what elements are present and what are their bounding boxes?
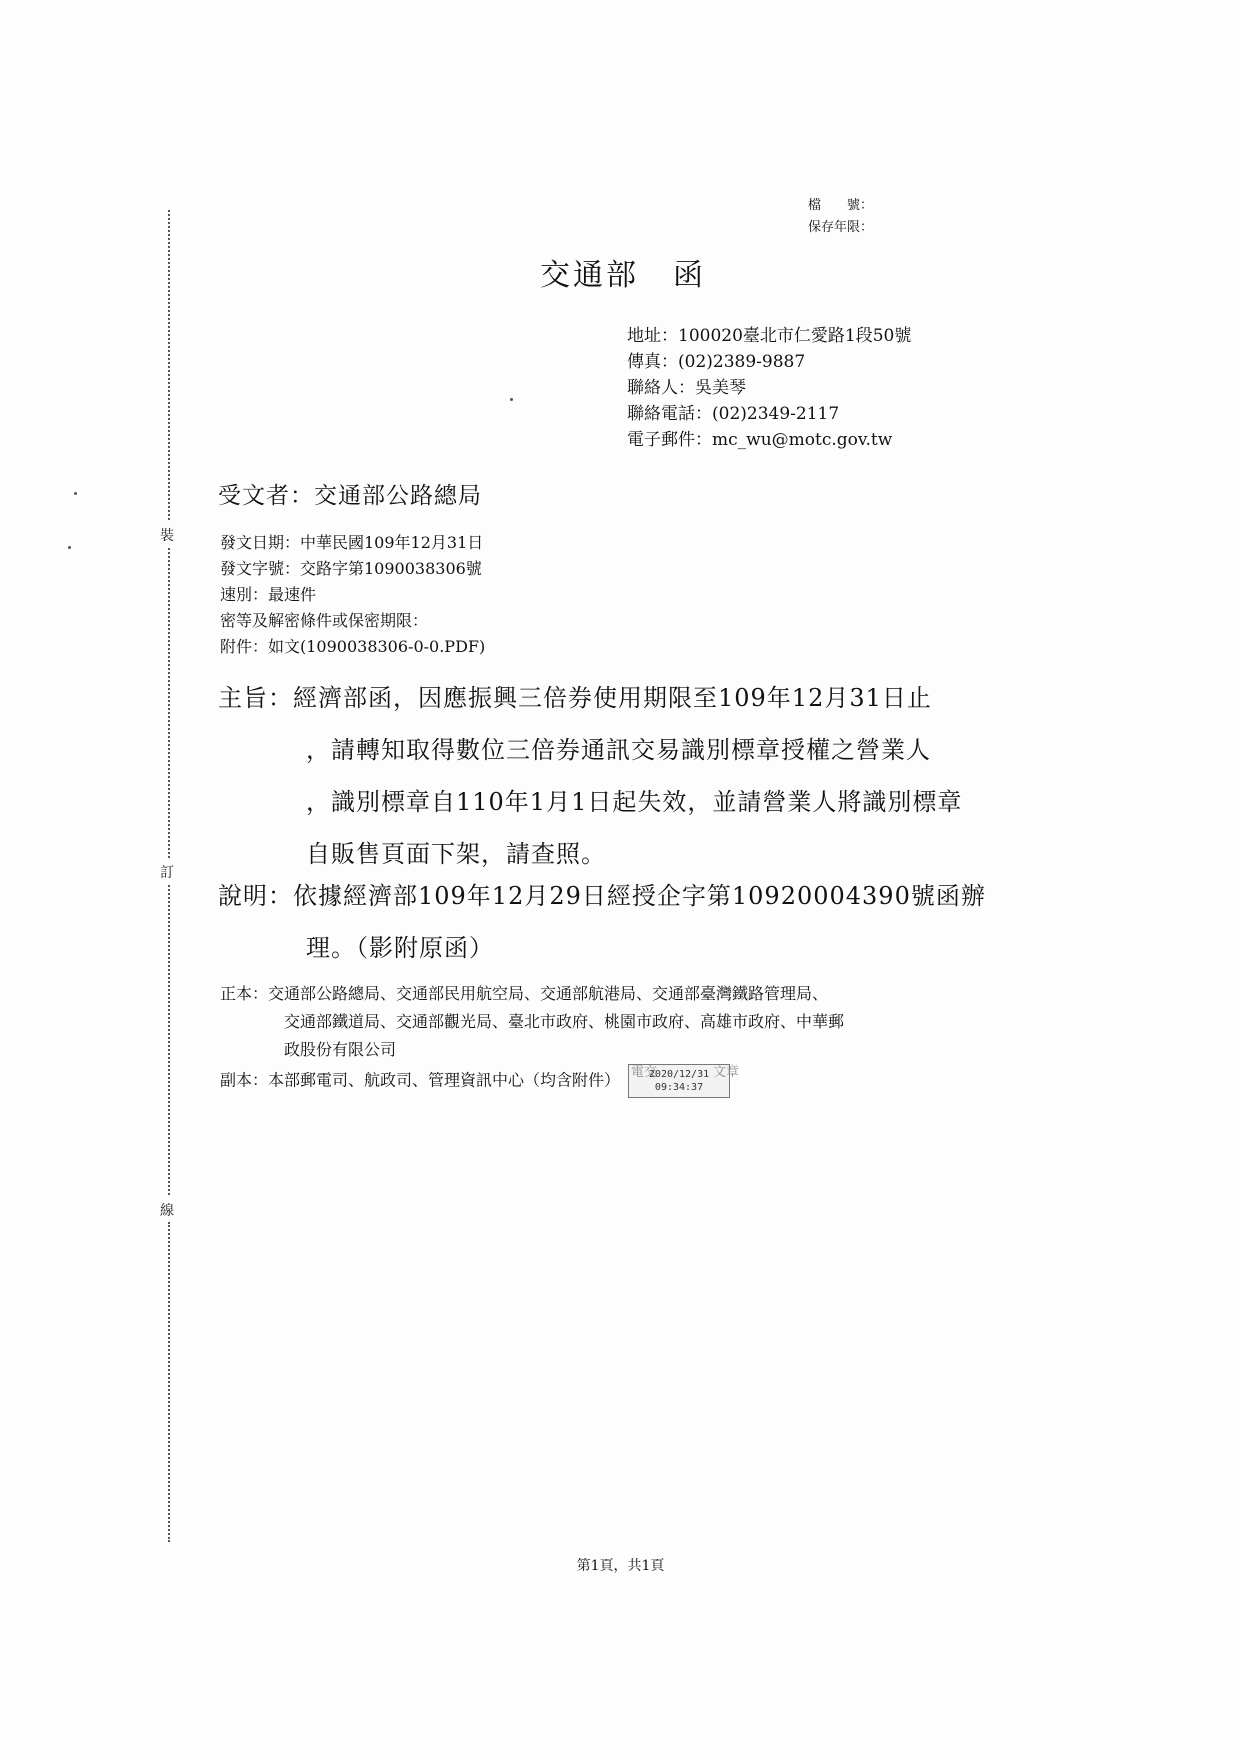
archive-info (808, 195, 873, 239)
distribution-block (220, 980, 844, 1098)
subject-block (218, 672, 962, 880)
file-number-label: 檔 號： (808, 198, 874, 213)
contact-address: 地址：100020臺北市仁愛路1段50號 (627, 326, 912, 346)
subject-line: 自販售頁面下架，請查照。 (306, 840, 606, 868)
explanation-line: 理。（影附原函） (306, 934, 494, 962)
stamp-time: 09:34:37 (654, 1082, 704, 1093)
title-type: 函 (673, 258, 706, 293)
copy-recipients: 副本：本部郵電司、航政司、管理資訊中心（均含附件） (220, 1070, 621, 1090)
explanation-block (218, 870, 986, 974)
scan-speck (74, 492, 77, 495)
attachment: 附件：如文(1090038306-0-0.PDF) (220, 637, 486, 656)
stamp-date: 2020/12/31 (648, 1069, 710, 1080)
binding-line-middle (168, 548, 170, 858)
main-recipients-line: 正本：交通部公路總局、交通部民用航空局、交通部航港局、交通部臺灣鐵路管理局、 (220, 984, 829, 1003)
copy-recipients-line (220, 1064, 844, 1098)
binding-line-bottom (168, 1222, 170, 1542)
explanation-line: 說明：依據經濟部109年12月29日經授企字第10920004390號函辦 (218, 882, 986, 910)
subject-line: ，識別標章自110年1月1日起失效，並請營業人將識別標章 (306, 788, 963, 816)
binding-line-lower (168, 885, 170, 1195)
contact-block (627, 323, 911, 453)
main-recipients-line: 政股份有限公司 (284, 1040, 397, 1059)
page-footer: 第1頁，共1頁 (576, 1558, 665, 1574)
retention-period-label: 保存年限： (808, 220, 874, 235)
issue-date: 發文日期：中華民國109年12月31日 (220, 533, 484, 552)
scan-speck (68, 546, 71, 549)
document-title (540, 250, 706, 294)
binding-char-bottom: 線 (160, 1203, 174, 1219)
binding-char-top: 裝 (160, 528, 174, 544)
issue-meta (220, 530, 485, 660)
security-level: 密等及解密條件或保密期限： (220, 611, 429, 630)
contact-fax: 傳真：(02)2389-9887 (627, 352, 806, 372)
delivery-speed: 速別：最速件 (220, 585, 317, 604)
contact-person: 聯絡人：吳美琴 (627, 378, 746, 398)
recipient: 受文者：交通部公路總局 (218, 483, 482, 509)
contact-email: 電子郵件：mc_wu@motc.gov.tw (627, 430, 893, 450)
title-org: 交通部 (540, 258, 639, 293)
contact-phone: 聯絡電話：(02)2349-2117 (627, 404, 840, 424)
issue-number: 發文字號：交路字第1090038306號 (220, 559, 482, 578)
binding-line-top (168, 210, 170, 520)
main-recipients-line: 交通部鐵道局、交通部觀光局、臺北市政府、桃園市政府、高雄市政府、中華郵 (284, 1012, 845, 1031)
stamp-left-chars: 電交 (631, 1065, 658, 1080)
stamp-right-chars: 文章 (713, 1065, 740, 1080)
electronic-seal-stamp (628, 1064, 740, 1098)
scan-speck (510, 398, 513, 401)
subject-line: 主旨：經濟部函，因應振興三倍券使用期限至109年12月31日止 (218, 684, 932, 712)
subject-line: ，請轉知取得數位三倍券通訊交易識別標章授權之營業人 (306, 736, 931, 764)
binding-char-middle: 訂 (160, 865, 174, 881)
